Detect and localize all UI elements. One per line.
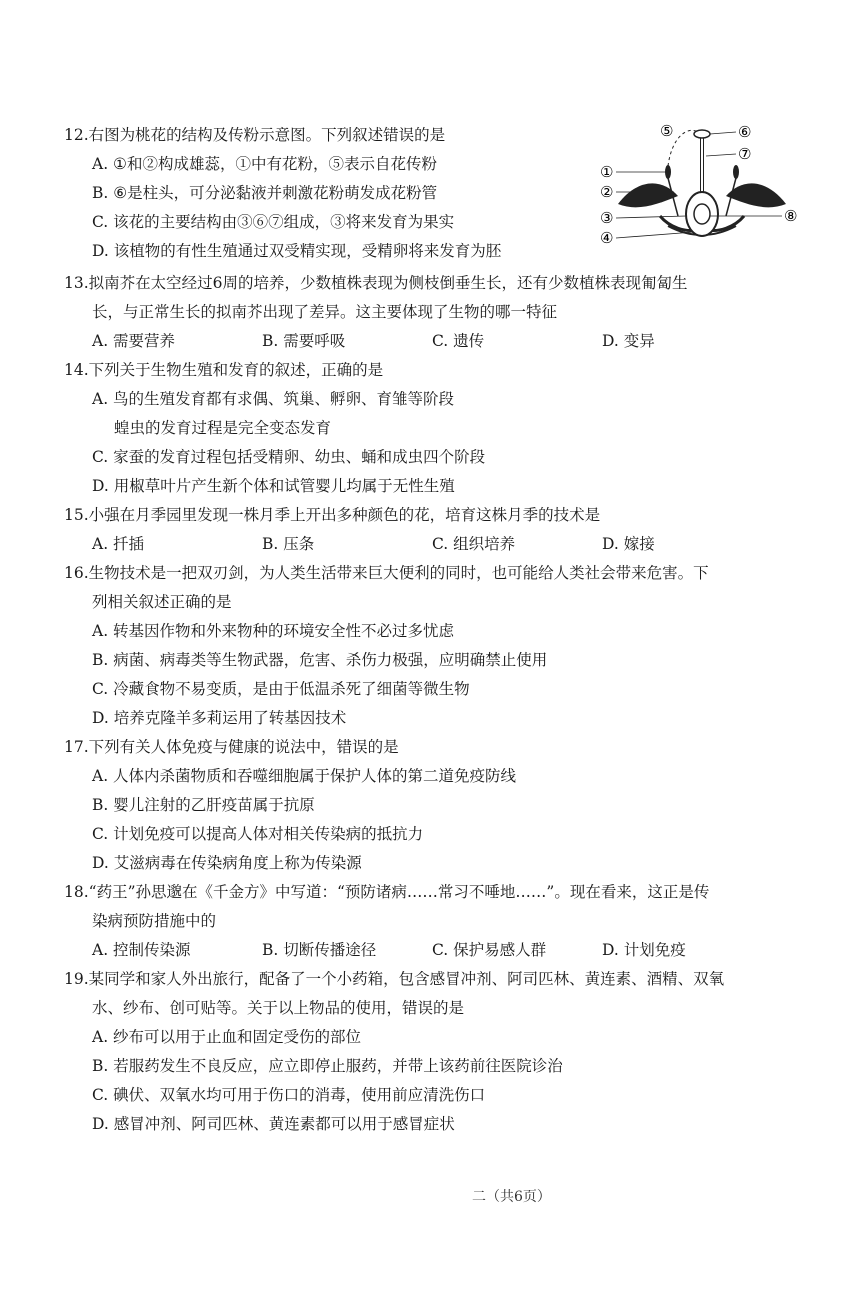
question-stem: 19.某同学和家人外出旅行，配备了一个小药箱，包含感冒冲剂、阿司匹林、黄连素、酒精、双氧 (64, 970, 725, 988)
question-19 (64, 965, 804, 1139)
option-d: D. 艾滋病毒在传染病角度上称为传染源 (92, 854, 362, 872)
anther-right (733, 165, 739, 179)
option-a: A. ①和②构成雄蕊，①中有花粉，⑤表示自花传粉 (92, 155, 437, 173)
option-c: C. 组织培养 (432, 535, 516, 553)
option-c: C. 遗传 (432, 332, 485, 350)
option-a: A. 鸟的生殖发育都有求偶、筑巢、孵卵、育雏等阶段 (92, 390, 455, 408)
option-d: D. 变异 (602, 332, 655, 350)
option-a: A. 扦插 (92, 535, 145, 553)
label-8: ⑧ (784, 207, 798, 225)
option-d: D. 培养克隆羊多莉运用了转基因技术 (92, 709, 347, 727)
option-d: D. 感冒冲剂、阿司匹林、黄连素都可以用于感冒症状 (92, 1115, 455, 1133)
question-12 (64, 121, 612, 266)
option-d: D. 用椒草叶片产生新个体和试管婴儿均属于无性生殖 (92, 477, 455, 495)
question-14 (64, 356, 804, 501)
question-stem-continued: 长，与正常生长的拟南芥出现了差异。这主要体现了生物的哪一特征 (92, 303, 558, 321)
option-c: C. 计划免疫可以提高人体对相关传染病的抵抗力 (92, 825, 424, 843)
question-13 (64, 269, 804, 356)
option-a: A. 转基因作物和外来物种的环境安全性不必过多忧虑 (92, 622, 455, 640)
option-b: B. 病菌、病毒类等生物武器，危害、杀伤力极强，应明确禁止使用 (92, 651, 548, 669)
question-18 (64, 878, 804, 965)
option-c: C. 该花的主要结构由③⑥⑦组成，③将来发育为果实 (92, 213, 455, 231)
option-b: B. 婴儿注射的乙肝疫苗属于抗原 (92, 796, 315, 814)
question-stem: 14.下列关于生物生殖和发育的叙述，正确的是 (64, 361, 384, 379)
options-row (92, 327, 804, 356)
option-c: C. 保护易感人群 (432, 941, 547, 959)
label-7: ⑦ (738, 145, 752, 163)
question-stem: 15.小强在月季园里发现一株月季上开出多种颜色的花，培育这株月季的技术是 (64, 506, 601, 524)
option-a: A. 需要营养 (92, 332, 176, 350)
option-a: A. 人体内杀菌物质和吞噬细胞属于保护人体的第二道免疫防线 (92, 767, 517, 785)
option-b: B. 切断传播途径 (262, 941, 377, 959)
question-stem-continued: 染病预防措施中的 (92, 912, 217, 930)
option-c: C. 家蚕的发育过程包括受精卵、幼虫、蛹和成虫四个阶段 (92, 448, 486, 466)
label-3: ③ (600, 209, 614, 227)
page-footer: 二（共6页） (472, 1189, 551, 1205)
option-b: B. 若服药发生不良反应，应立即停止服药，并带上该药前往医院诊治 (92, 1057, 563, 1075)
question-15 (64, 501, 804, 559)
label-6: ⑥ (738, 123, 752, 141)
petal-left (618, 183, 678, 207)
label-2: ② (600, 183, 614, 201)
option-d: D. 计划免疫 (602, 941, 686, 959)
option-c: C. 冷藏食物不易变质，是由于低温杀死了细菌等微生物 (92, 680, 470, 698)
label-5: ⑤ (660, 122, 674, 140)
option-d: D. 嫁接 (602, 535, 655, 553)
question-stem-continued: 列相关叙述正确的是 (92, 593, 232, 611)
option-a: A. 纱布可以用于止血和固定受伤的部位 (92, 1028, 362, 1046)
label-4: ④ (600, 229, 614, 247)
petal-right (726, 183, 786, 207)
question-17 (64, 733, 804, 878)
option-c: C. 碘伏、双氧水均可用于伤口的消毒，使用前应清洗伤口 (92, 1086, 486, 1104)
label-1: ① (600, 163, 614, 181)
option-b: 蝗虫的发育过程是完全变态发育 (114, 419, 332, 437)
option-b: B. 需要呼吸 (262, 332, 346, 350)
question-16 (64, 559, 804, 733)
question-stem: 18.“药王”孙思邈在《千金方》中写道：“预防诸病……常习不唾地……”。现在看来，这正是传 (64, 883, 710, 901)
question-stem-continued: 水、纱布、创可贴等。关于以上物品的使用，错误的是 (92, 999, 465, 1017)
question-stem: 17.下列有关人体免疫与健康的说法中，错误的是 (64, 738, 399, 756)
option-b: B. 压条 (262, 535, 315, 553)
question-stem: 13.拟南芥在太空经过6周的培养，少数植株表现为侧枝倒垂生长，还有少数植株表现匍匐生 (64, 274, 688, 292)
question-stem: 16.生物技术是一把双刃剑，为人类生活带来巨大便利的同时，也可能给人类社会带来危害。下 (64, 564, 709, 582)
options-row (92, 936, 804, 965)
ovary (686, 192, 718, 236)
peach-flower-diagram (598, 116, 806, 256)
options-row (92, 530, 804, 559)
option-a: A. 控制传染源 (92, 941, 191, 959)
option-d: D. 该植物的有性生殖通过双受精实现，受精卵将来发育为胚 (92, 242, 502, 260)
option-b: B. ⑥是柱头，可分泌黏液并刺激花粉萌发成花粉管 (92, 184, 438, 202)
question-stem: 12.右图为桃花的结构及传粉示意图。下列叙述错误的是 (64, 126, 446, 144)
